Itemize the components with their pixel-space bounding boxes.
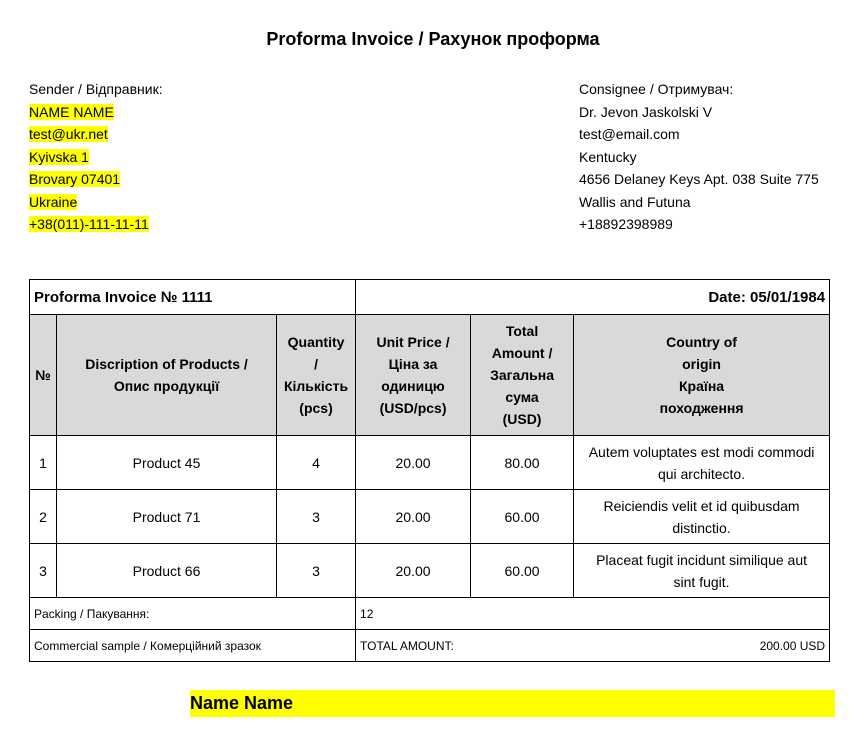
sender-phone: +38(011)-111-11-11 xyxy=(29,216,149,232)
consignee-street: 4656 Delaney Keys Apt. 038 Suite 775 xyxy=(579,171,819,187)
consignee-state: Kentucky xyxy=(579,148,637,165)
sender-email: test@ukr.net xyxy=(29,126,108,142)
sender-name: NAME NAME xyxy=(29,103,114,120)
packing-label: Packing / Пакування: xyxy=(30,598,356,630)
table-row: 2 Product 71 3 20.00 60.00 Reiciendis velit et id quibusdam distinctio. xyxy=(30,490,830,544)
consignee-block xyxy=(579,78,819,236)
sender-country: Ukraine xyxy=(29,193,78,210)
column-header-no: № xyxy=(30,315,57,436)
invoice-number: Proforma Invoice № 1111 xyxy=(30,280,356,315)
total-amount xyxy=(356,630,830,662)
invoice-date: Date: 05/01/1984 xyxy=(356,280,830,315)
signature-name: Name Name xyxy=(190,690,835,717)
invoice-table xyxy=(29,279,830,662)
column-header-quantity: Quantity / Кількість (pcs) xyxy=(277,315,356,436)
table-row: 3 Product 66 3 20.00 60.00 Placeat fugit incidunt similique aut sint fugit. xyxy=(30,544,830,598)
consignee-label: Consignee / Отримувач: xyxy=(579,81,734,97)
packing-value: 12 xyxy=(356,598,830,630)
column-header-description: Discription of Products / Опис продукції xyxy=(57,315,277,436)
consignee-name: Dr. Jevon Jaskolski V xyxy=(579,103,713,120)
sender-label: Sender / Відправник: xyxy=(29,81,163,97)
column-header-total-amount: Total Amount / Загальна сума (USD) xyxy=(471,315,574,436)
page-title: Proforma Invoice / Рахунок проформа xyxy=(266,29,600,49)
consignee-country: Wallis and Futuna xyxy=(579,193,691,210)
sender-city: Brovary 07401 xyxy=(29,171,121,187)
commercial-sample-label: Commercial sample / Комерційний зразок xyxy=(30,630,356,662)
consignee-email: test@email.com xyxy=(579,126,680,142)
table-row: 1 Product 45 4 20.00 80.00 Autem voluptates est modi commodi qui architecto. xyxy=(30,436,830,490)
sender-block xyxy=(29,78,163,236)
column-header-unit-price: Unit Price / Ціна за одиницю (USD/pcs) xyxy=(356,315,471,436)
sender-street: Kyivska 1 xyxy=(29,148,89,165)
consignee-phone: +18892398989 xyxy=(579,216,673,232)
total-amount-value: 200.00 USD xyxy=(759,638,826,653)
total-amount-label: TOTAL AMOUNT: xyxy=(360,638,454,653)
column-header-country: Country of origin Країна походження xyxy=(574,315,830,436)
